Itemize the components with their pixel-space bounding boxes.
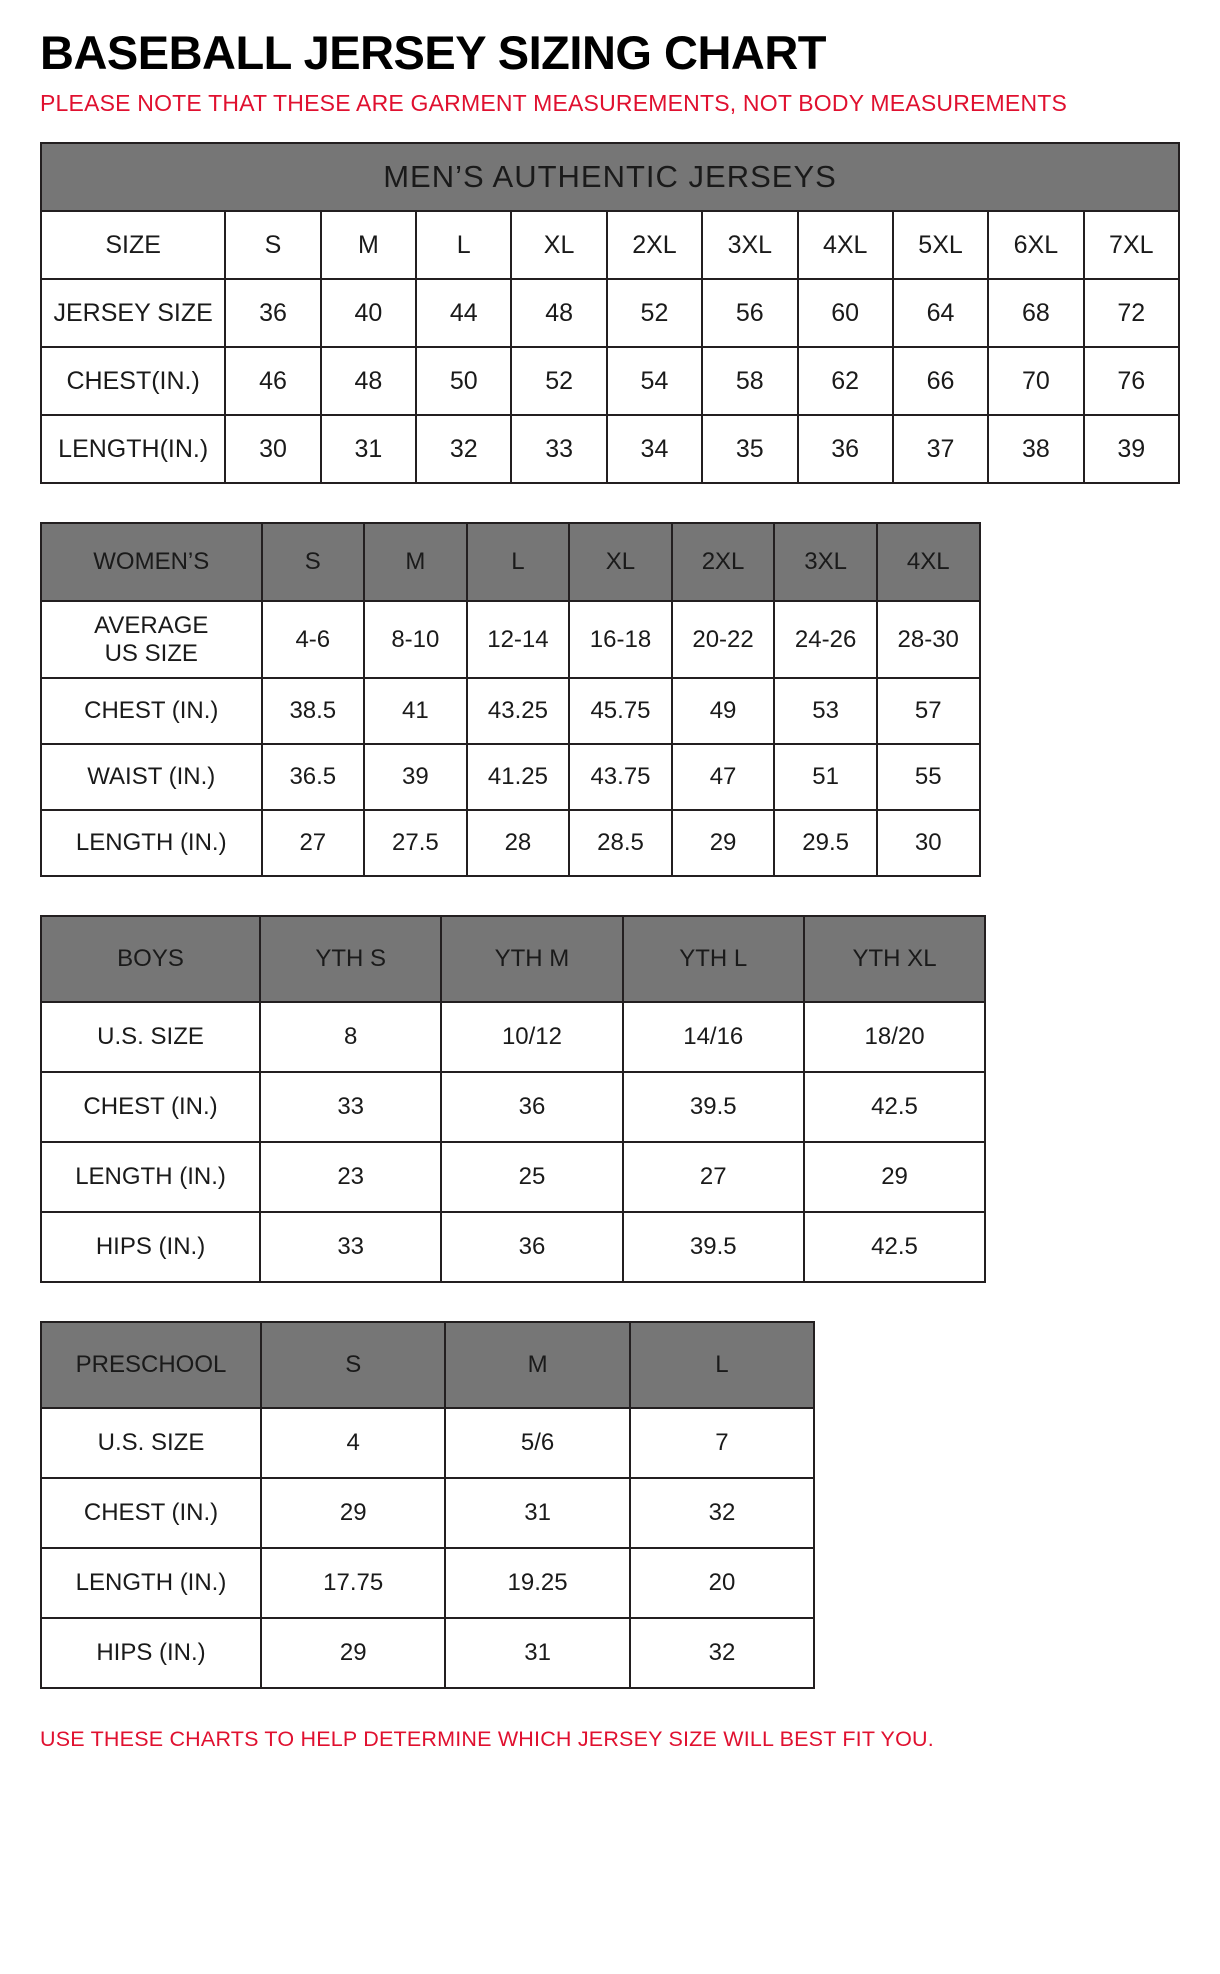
womens-size-l: L xyxy=(467,523,570,601)
mens-chest-4xl: 62 xyxy=(798,347,893,415)
womens-length-3xl: 29.5 xyxy=(774,810,877,876)
womens-waist-s: 36.5 xyxy=(262,744,365,810)
boys-us-size-yth-xl: 18/20 xyxy=(804,1002,985,1072)
womens-chest-l: 43.25 xyxy=(467,678,570,744)
mens-jersey-size-4xl: 60 xyxy=(798,279,893,347)
womens-us-size-m: 8-10 xyxy=(364,601,467,678)
mens-length-3xl: 35 xyxy=(702,415,797,483)
preschool-length-s: 17.75 xyxy=(261,1548,445,1618)
boys-row-label-us-size: U.S. SIZE xyxy=(41,1002,260,1072)
table-row xyxy=(41,1072,985,1142)
womens-size-s: S xyxy=(262,523,365,601)
table-row xyxy=(41,1548,814,1618)
table-row xyxy=(41,678,980,744)
boys-length-yth-xl: 29 xyxy=(804,1142,985,1212)
womens-length-xl: 28.5 xyxy=(569,810,672,876)
boys-hips-yth-l: 39.5 xyxy=(623,1212,804,1282)
preschool-hips-s: 29 xyxy=(261,1618,445,1688)
preschool-table-label: PRESCHOOL xyxy=(41,1322,261,1408)
womens-chest-4xl: 57 xyxy=(877,678,980,744)
mens-length-xl: 33 xyxy=(511,415,606,483)
womens-row-label-length: LENGTH (IN.) xyxy=(41,810,262,876)
measurement-note: PLEASE NOTE THAT THESE ARE GARMENT MEASUREMENTS, NOT BODY MEASUREMENTS xyxy=(40,90,1068,117)
preschool-size-m: M xyxy=(445,1322,629,1408)
boys-length-yth-l: 27 xyxy=(623,1142,804,1212)
womens-us-size-4xl: 28-30 xyxy=(877,601,980,678)
table-row xyxy=(41,1478,814,1548)
preschool-chest-m: 31 xyxy=(445,1478,629,1548)
boys-length-yth-m: 25 xyxy=(441,1142,622,1212)
womens-length-4xl: 30 xyxy=(877,810,980,876)
boys-size-yth-m: YTH M xyxy=(441,916,622,1002)
preschool-hips-l: 32 xyxy=(630,1618,814,1688)
mens-chest-5xl: 66 xyxy=(893,347,988,415)
mens-chest-s: 46 xyxy=(225,347,320,415)
preschool-header-row xyxy=(41,1322,814,1408)
mens-row-label-length: LENGTH(IN.) xyxy=(41,415,225,483)
womens-waist-m: 39 xyxy=(364,744,467,810)
womens-sizing-table xyxy=(40,522,981,877)
womens-waist-xl: 43.75 xyxy=(569,744,672,810)
mens-size-xl: XL xyxy=(511,211,606,279)
mens-length-l: 32 xyxy=(416,415,511,483)
womens-chest-xl: 45.75 xyxy=(569,678,672,744)
page-title: BASEBALL JERSEY SIZING CHART xyxy=(40,26,826,79)
womens-row-label-waist: WAIST (IN.) xyxy=(41,744,262,810)
womens-length-s: 27 xyxy=(262,810,365,876)
table-row xyxy=(41,1142,985,1212)
womens-chest-s: 38.5 xyxy=(262,678,365,744)
preschool-chest-s: 29 xyxy=(261,1478,445,1548)
mens-row-label-chest: CHEST(IN.) xyxy=(41,347,225,415)
table-row xyxy=(41,1618,814,1688)
boys-size-yth-s: YTH S xyxy=(260,916,441,1002)
table-row xyxy=(41,1408,814,1478)
womens-size-xl: XL xyxy=(569,523,672,601)
mens-chest-xl: 52 xyxy=(511,347,606,415)
preschool-row-label-us-size: U.S. SIZE xyxy=(41,1408,261,1478)
womens-table-label: WOMEN’S xyxy=(41,523,262,601)
preschool-sizing-table xyxy=(40,1321,815,1689)
preschool-length-m: 19.25 xyxy=(445,1548,629,1618)
boys-table-label: BOYS xyxy=(41,916,260,1002)
womens-waist-l: 41.25 xyxy=(467,744,570,810)
mens-chest-l: 50 xyxy=(416,347,511,415)
womens-header-row xyxy=(41,523,980,601)
womens-chest-m: 41 xyxy=(364,678,467,744)
mens-jersey-size-m: 40 xyxy=(321,279,416,347)
womens-us-size-2xl: 20-22 xyxy=(672,601,775,678)
mens-size-header-row xyxy=(41,211,1179,279)
preschool-us-size-m: 5/6 xyxy=(445,1408,629,1478)
mens-size-3xl: 3XL xyxy=(702,211,797,279)
mens-size-5xl: 5XL xyxy=(893,211,988,279)
preschool-us-size-l: 7 xyxy=(630,1408,814,1478)
womens-size-m: M xyxy=(364,523,467,601)
mens-length-7xl: 39 xyxy=(1084,415,1179,483)
table-row xyxy=(41,347,1179,415)
mens-length-6xl: 38 xyxy=(988,415,1083,483)
table-row xyxy=(41,415,1179,483)
boys-chest-yth-l: 39.5 xyxy=(623,1072,804,1142)
table-row xyxy=(41,279,1179,347)
mens-chest-2xl: 54 xyxy=(607,347,702,415)
mens-size-6xl: 6XL xyxy=(988,211,1083,279)
mens-length-m: 31 xyxy=(321,415,416,483)
womens-waist-2xl: 47 xyxy=(672,744,775,810)
mens-chest-3xl: 58 xyxy=(702,347,797,415)
womens-length-m: 27.5 xyxy=(364,810,467,876)
table-row xyxy=(41,1212,985,1282)
boys-chest-yth-m: 36 xyxy=(441,1072,622,1142)
footer-note: USE THESE CHARTS TO HELP DETERMINE WHICH JERSEY SIZE WILL BEST FIT YOU. xyxy=(40,1727,934,1752)
mens-jersey-size-s: 36 xyxy=(225,279,320,347)
boys-chest-yth-xl: 42.5 xyxy=(804,1072,985,1142)
preschool-size-s: S xyxy=(261,1322,445,1408)
womens-us-size-xl: 16-18 xyxy=(569,601,672,678)
womens-label-line-2: US SIZE xyxy=(104,639,198,667)
womens-us-size-s: 4-6 xyxy=(262,601,365,678)
mens-chest-7xl: 76 xyxy=(1084,347,1179,415)
mens-length-4xl: 36 xyxy=(798,415,893,483)
boys-us-size-yth-l: 14/16 xyxy=(623,1002,804,1072)
womens-us-size-3xl: 24-26 xyxy=(774,601,877,678)
preschool-row-label-hips: HIPS (IN.) xyxy=(41,1618,261,1688)
womens-label-line-1: AVERAGE xyxy=(94,612,209,640)
table-row xyxy=(41,810,980,876)
mens-size-l: L xyxy=(416,211,511,279)
womens-length-2xl: 29 xyxy=(672,810,775,876)
boys-hips-yth-m: 36 xyxy=(441,1212,622,1282)
womens-size-4xl: 4XL xyxy=(877,523,980,601)
boys-hips-yth-xl: 42.5 xyxy=(804,1212,985,1282)
boys-header-row xyxy=(41,916,985,1002)
boys-chest-yth-s: 33 xyxy=(260,1072,441,1142)
preschool-chest-l: 32 xyxy=(630,1478,814,1548)
mens-length-s: 30 xyxy=(225,415,320,483)
womens-size-3xl: 3XL xyxy=(774,523,877,601)
table-row xyxy=(41,1002,985,1072)
mens-jersey-size-2xl: 52 xyxy=(607,279,702,347)
womens-length-l: 28 xyxy=(467,810,570,876)
mens-size-m: M xyxy=(321,211,416,279)
boys-hips-yth-s: 33 xyxy=(260,1212,441,1282)
mens-chest-6xl: 70 xyxy=(988,347,1083,415)
womens-chest-2xl: 49 xyxy=(672,678,775,744)
mens-size-label: SIZE xyxy=(41,211,225,279)
womens-size-2xl: 2XL xyxy=(672,523,775,601)
womens-waist-3xl: 51 xyxy=(774,744,877,810)
womens-row-label-average-us-size xyxy=(41,601,262,678)
womens-chest-3xl: 53 xyxy=(774,678,877,744)
preschool-size-l: L xyxy=(630,1322,814,1408)
mens-row-label-jersey-size: JERSEY SIZE xyxy=(41,279,225,347)
mens-table-banner xyxy=(41,143,1179,211)
preschool-row-label-chest: CHEST (IN.) xyxy=(41,1478,261,1548)
boys-row-label-length: LENGTH (IN.) xyxy=(41,1142,260,1212)
mens-size-2xl: 2XL xyxy=(607,211,702,279)
mens-jersey-size-7xl: 72 xyxy=(1084,279,1179,347)
mens-jersey-size-6xl: 68 xyxy=(988,279,1083,347)
mens-jersey-size-3xl: 56 xyxy=(702,279,797,347)
boys-us-size-yth-s: 8 xyxy=(260,1002,441,1072)
boys-sizing-table xyxy=(40,915,986,1283)
table-row xyxy=(41,744,980,810)
womens-waist-4xl: 55 xyxy=(877,744,980,810)
boys-row-label-chest: CHEST (IN.) xyxy=(41,1072,260,1142)
mens-size-4xl: 4XL xyxy=(798,211,893,279)
womens-row-label-chest: CHEST (IN.) xyxy=(41,678,262,744)
preschool-us-size-s: 4 xyxy=(261,1408,445,1478)
mens-size-7xl: 7XL xyxy=(1084,211,1179,279)
mens-jersey-size-l: 44 xyxy=(416,279,511,347)
boys-size-yth-l: YTH L xyxy=(623,916,804,1002)
mens-length-2xl: 34 xyxy=(607,415,702,483)
womens-us-size-l: 12-14 xyxy=(467,601,570,678)
mens-jersey-size-xl: 48 xyxy=(511,279,606,347)
boys-size-yth-xl: YTH XL xyxy=(804,916,985,1002)
mens-chest-m: 48 xyxy=(321,347,416,415)
mens-jersey-size-5xl: 64 xyxy=(893,279,988,347)
table-row xyxy=(41,601,980,678)
mens-sizing-table xyxy=(40,142,1180,484)
boys-row-label-hips: HIPS (IN.) xyxy=(41,1212,260,1282)
mens-size-s: S xyxy=(225,211,320,279)
mens-length-5xl: 37 xyxy=(893,415,988,483)
preschool-length-l: 20 xyxy=(630,1548,814,1618)
boys-length-yth-s: 23 xyxy=(260,1142,441,1212)
mens-banner-label: MEN’S AUTHENTIC JERSEYS xyxy=(41,143,1179,211)
boys-us-size-yth-m: 10/12 xyxy=(441,1002,622,1072)
preschool-row-label-length: LENGTH (IN.) xyxy=(41,1548,261,1618)
preschool-hips-m: 31 xyxy=(445,1618,629,1688)
